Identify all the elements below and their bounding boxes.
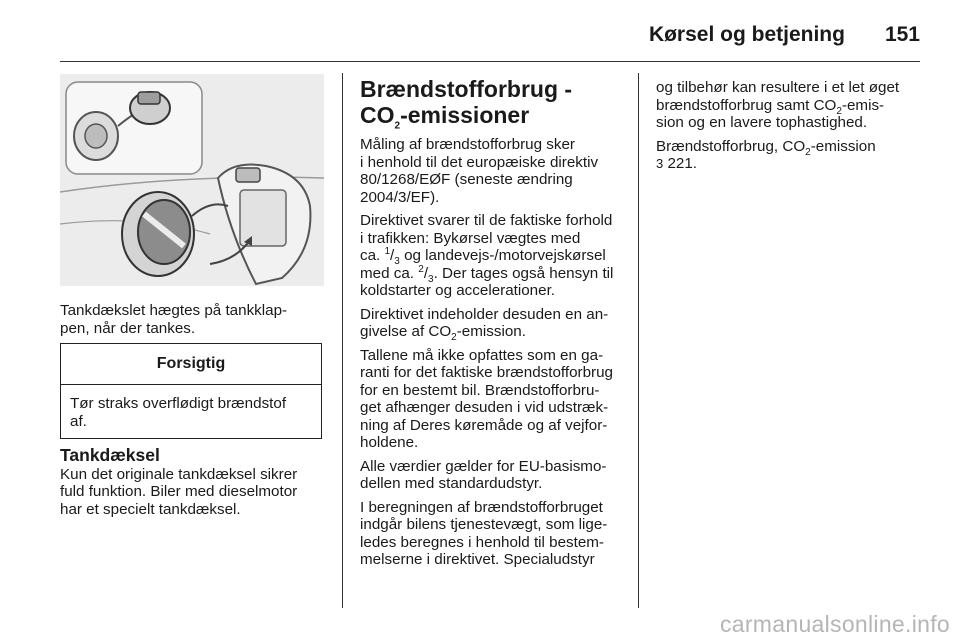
paragraph-directive: Direktivet svarer til de faktiske forhold i trafikken: Bykørsel vægtes med ca. $^1/_3$ og landevejs-/motorvejskørsel med ca. $^2/_3$. Der tages også hensyn til koldstarter og accelerationer. [360, 212, 614, 299]
heading-line: Brændstofforbrug - [360, 76, 573, 102]
fuel-cap-section [60, 447, 326, 518]
subscript: 2 [451, 332, 457, 344]
fraction-numerator: 2 [418, 263, 424, 275]
text-line: i henhold til det europæiske direktiv [360, 153, 599, 171]
text-line: og tilbehør kan resultere i et let øget [656, 79, 900, 96]
text-fragment: med ca. [360, 264, 419, 282]
page-title: Kørsel og betjening [648, 23, 845, 46]
text-line: ning af Deres køremåde og af vejfor- [360, 416, 608, 434]
text-line: Alle værdier gælder for EU-basismo- [360, 457, 607, 475]
text-fragment: ca. [360, 247, 385, 264]
text-fragment: -emission [810, 137, 876, 155]
text-line: ledes beregnes i henhold til bestem- [360, 533, 604, 551]
text-line: Direktivet svarer til de faktiske forhold [360, 212, 613, 229]
caution-text [61, 385, 321, 438]
heading-subscript: 2 [394, 120, 401, 132]
page-header [649, 18, 920, 52]
page-reference-icon: 3 [656, 156, 664, 171]
text-line: I beregningen af brændstofforbruget [360, 498, 603, 516]
text-line: Tallene må ikke opfattes som en ga- [360, 346, 604, 364]
fraction-denominator: 3 [428, 273, 434, 285]
text-line: Måling af brændstofforbrug sker [360, 136, 575, 153]
text-line: 80/1268/EØF (seneste ændring [360, 171, 573, 188]
heading-rest: -emissioner [400, 102, 530, 128]
text-fragment: Brændstofforbrug, CO [656, 137, 806, 155]
watermark: carmanualsonline.info [719, 611, 950, 637]
paragraph-figures [360, 347, 632, 452]
text-line: dellen med standardudstyr. [360, 475, 543, 492]
text-line: i trafikken: Bykørsel vægtes med [360, 229, 581, 247]
figure-caption [60, 302, 322, 337]
caution-title: Forsigtig [61, 344, 321, 385]
text-fragment: og landevejs-/motorvejskørsel [399, 247, 606, 264]
text-fragment: -emis- [841, 96, 885, 114]
text-line: ranti for det faktiske brændstofforbrug [360, 364, 613, 381]
caution-box [60, 343, 322, 439]
section-line: Kun det originale tankdæksel sikrer [60, 465, 298, 483]
text-fragment: -emission. [456, 323, 526, 340]
text-line: for en bestemt bil. Brændstofforbru- [360, 381, 600, 399]
column-divider-right [638, 73, 639, 608]
paragraph-calculation [360, 499, 632, 569]
caption-line: pen, når der tankes. [60, 319, 196, 337]
middle-column [360, 76, 632, 575]
text-fragment: givelse af CO [360, 323, 452, 340]
heading-line [360, 102, 632, 132]
text-line: get afhænger desuden i vid udstræk- [360, 399, 609, 416]
fraction-numerator: 1 [384, 245, 391, 257]
paragraph-measurement [360, 136, 632, 206]
fraction-denominator: 3 [394, 256, 400, 268]
section-heading-consumption [360, 76, 632, 132]
text-line: indgår bilens tjenestevægt, som lige- [360, 516, 608, 533]
text-line: sion og en lavere tophastighed. [656, 114, 868, 131]
section-line: fuld funktion. Biler med dieselmotor [60, 483, 298, 500]
subscript: 2 [805, 146, 811, 158]
text-line: holdene. [360, 434, 419, 451]
section-line: har et specielt tankdæksel. [60, 500, 241, 518]
page-number: 151 [884, 23, 920, 46]
text-line: koldstarter og accelerationer. [360, 282, 556, 299]
subscript: 2 [836, 105, 842, 117]
page-reference-number[interactable]: 221. [663, 155, 698, 172]
caution-line: af. [70, 412, 87, 430]
text-line: 2004/3/EF). [360, 188, 440, 206]
paragraph-values [360, 458, 632, 493]
text-fragment: . Der tages også hensyn til [433, 264, 614, 282]
heading-co: CO [360, 102, 395, 128]
paragraph-co2-info [360, 305, 632, 344]
caution-line: Tør straks overflødigt brændstof [70, 395, 287, 412]
cross-reference[interactable] [656, 138, 922, 173]
text-line: melserne i direktivet. Specialudstyr [360, 551, 595, 568]
text-fragment: brændstofforbrug samt CO [656, 96, 837, 114]
fuel-cap-drawing [60, 74, 324, 286]
fuel-cap-illustration [60, 74, 324, 286]
caption-line: Tankdækslet hægtes på tankklap- [60, 302, 288, 319]
column-divider-left [342, 73, 343, 608]
section-heading: Tankdæksel [60, 445, 160, 465]
header-rule [60, 61, 920, 62]
text-line: Direktivet indeholder desuden en an- [360, 305, 609, 323]
paragraph-continuation [656, 79, 922, 132]
right-column [656, 79, 922, 179]
